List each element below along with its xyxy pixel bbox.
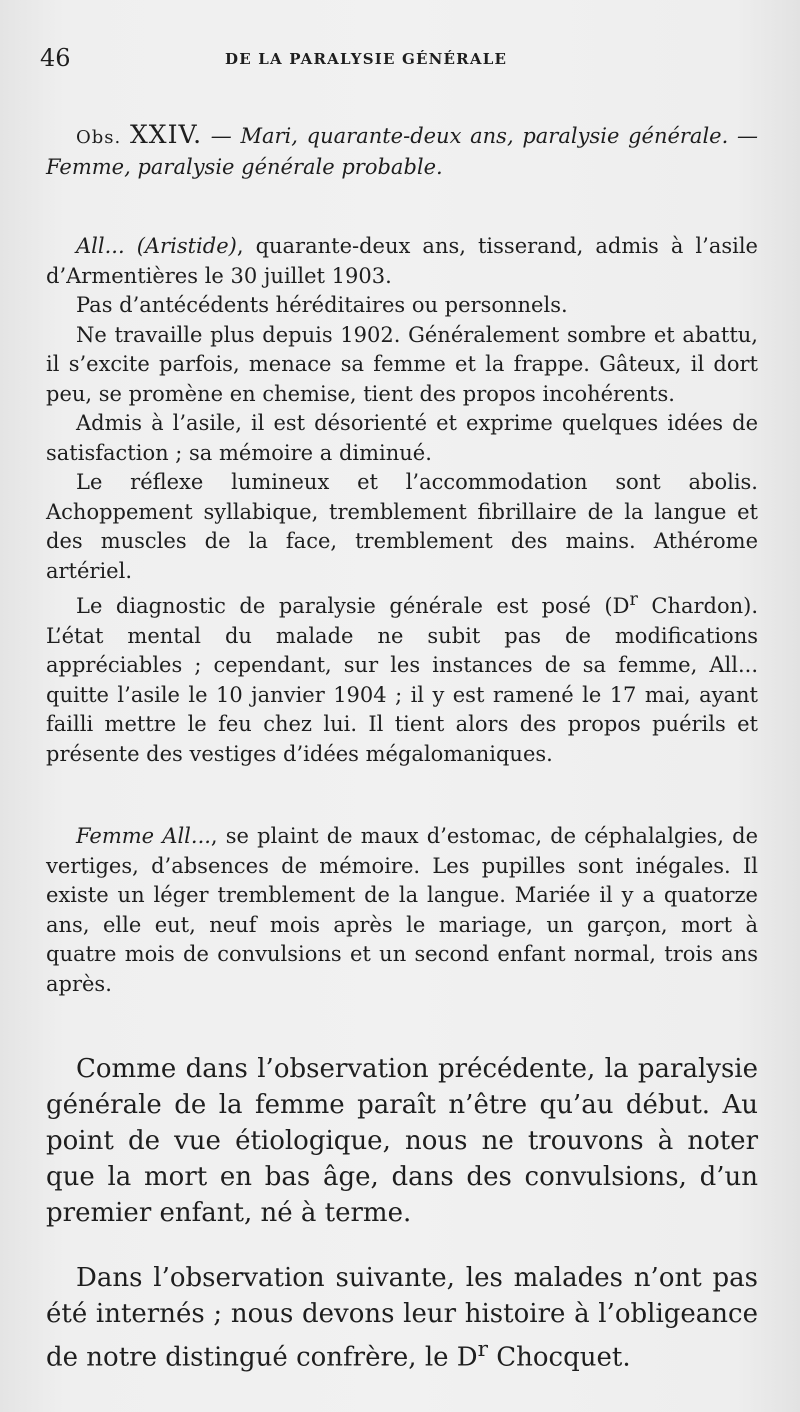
case-intro-text: , quarante-deux ans, tisserand, admis à l’asile d’Armentières le 30 juillet 1903. <box>46 234 758 288</box>
case-paragraph-antecedents: Pas d’antécédents héréditaires ou personnels. <box>76 293 568 317</box>
case-husband <box>46 232 758 769</box>
patient-name: All... <box>76 234 125 258</box>
doctor-abbrev-sup-2: r <box>477 1337 488 1362</box>
wife-text: , se plaint de maux d’estomac, de céphalalgies, de vertiges, d’absences de mémoire. Les pupilles sont inégales. Il existe un léger tremblement de la langue. Mariée il y a quatorze ans, elle eut, neuf mois après le mariage, un garçon, mort à quatre mois de convulsions et un second enfant normal, trois ans après. <box>46 824 759 996</box>
case-intro-paragraph <box>46 232 758 291</box>
page-header <box>40 44 760 74</box>
case-paragraph-admission: Admis à l’asile, il est désorienté et exprime quelques idées de satisfaction ; sa mémoire a diminué. <box>46 411 758 465</box>
obs-title-text: — Mari, quarante-deux ans, paralysie générale. — Femme, paralysie générale probable. <box>46 124 758 179</box>
patient-first-name: (Aristide) <box>136 234 237 258</box>
case-paragraph-signs: Le réflexe lumineux et l’accommodation sont abolis. Achoppement syllabique, tremblement fibrillaire de la langue et des muscles de la face, tremblement des mains. Athérome artériel. <box>46 470 758 583</box>
diagnosis-text-a: Le diagnostic de paralysie générale est posé (D <box>76 594 630 618</box>
obs-number: XXIV. <box>129 120 203 149</box>
conclusion-text-b: Chocquet. <box>488 1342 631 1373</box>
comment-paragraph: Comme dans l’observation précédente, la paralysie générale de la femme paraît n’être qu’au début. Au point de vue étiologique, nous ne trouvons à noter que la mort en bas âge, dans des convulsions, d’un premier enfant, né à terme. <box>46 1054 758 1228</box>
obs-label: Obs. <box>76 127 122 148</box>
diagnosis-text-b: Chardon). L’état mental du malade ne subit pas de modifications appréciables ; cependant, sur les instances de sa femme, All... quitte l’asile le 10 janvier 1904 ; il y est ramené le 17 mai, ayant failli mettre le feu chez lui. Il tient alors des propos puérils et présente des vestiges d’idées mégalomaniques. <box>46 594 759 766</box>
running-title: DE LA PARALYSIE GÉNÉRALE <box>225 50 508 68</box>
observation-title <box>46 120 758 182</box>
conclusion-paragraph <box>46 1260 758 1376</box>
case-paragraph-diagnosis <box>46 586 758 769</box>
wife-name: Femme All... <box>76 824 211 848</box>
page-number: 46 <box>40 44 71 72</box>
conclusion-text-a: Dans l’observation suivante, les malades n’ont pas été internés ; nous devons leur histoire à l’obligeance de notre distingué confrère, le D <box>46 1263 758 1373</box>
case-wife-paragraph <box>46 822 758 999</box>
case-paragraph-history: Ne travaille plus depuis 1902. Généralement sombre et abattu, il s’excite parfois, menace sa femme et la frappe. Gâteux, il dort peu, se promène en chemise, tient des propos incohérents. <box>46 322 758 406</box>
doctor-abbrev-sup: r <box>629 590 638 610</box>
